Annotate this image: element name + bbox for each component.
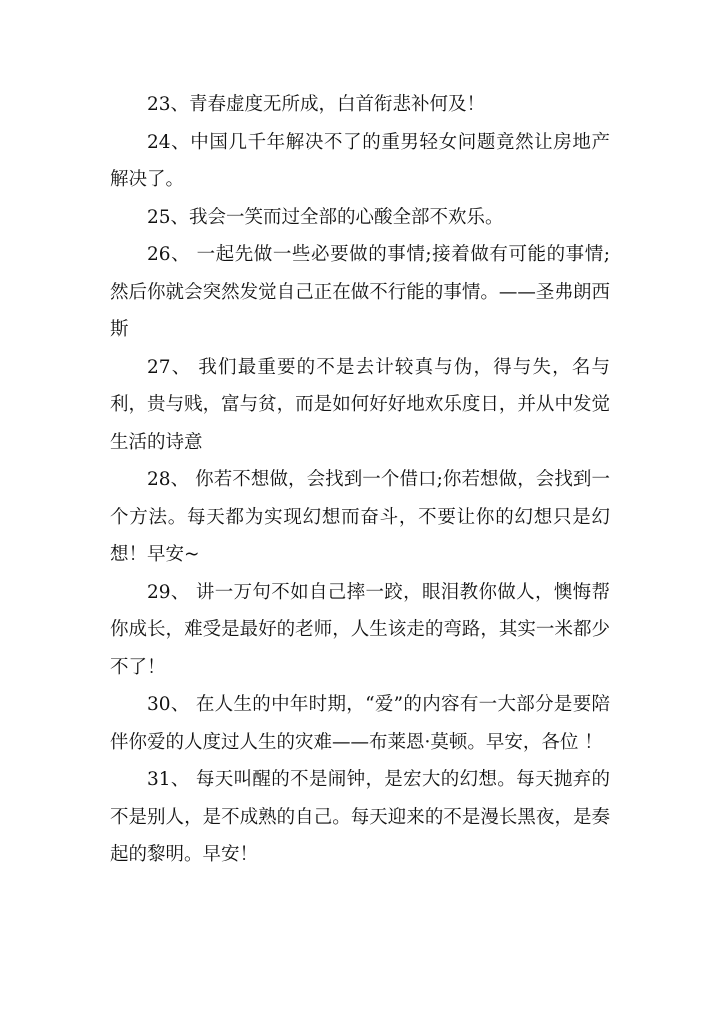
paragraph-30: 30、 在人生的中年时期，“爱”的内容有一大部分是要陪伴你爱的人度过人生的灾难——布莱恩·莫顿。早安，各位 ！: [110, 694, 610, 753]
paragraph-27: 27、 我们最重要的不是去计较真与伪，得与失，名与利，贵与贱，富与贫，而是如何好好地欢乐度日，并从中发觉生活的诗意: [110, 356, 610, 453]
paragraph-26: 26、 一起先做一些必要做的事情;接着做有可能的事情;然后你就会突然发觉自己正在做不行能的事情。——圣弗朗西斯: [110, 244, 610, 340]
paragraph-23: 23、青春虚度无所成，白首衔悲补何及！: [147, 94, 486, 115]
paragraph-25: 25、我会一笑而过全部的心酸全部不欢乐。: [147, 206, 504, 228]
paragraph-31: 31、 每天叫醒的不是闹钟，是宏大的幻想。每天抛弃的不是别人，是不成熟的自己。每天迎来的不是漫长黑夜，是奏起的黎明。早安！: [110, 769, 610, 865]
paragraph-28: 28、 你若不想做，会找到一个借口;你若想做，会找到一个方法。每天都为实现幻想而奋斗，不要让你的幻想只是幻想！早安~: [110, 469, 610, 565]
paragraph-29: 29、 讲一万句不如自己摔一跤，眼泪教你做人，懊悔帮你成长，难受是最好的老师，人生该走的弯路，其实一米都少不了！: [110, 581, 610, 678]
paragraph-24: 24、中国几千年解决不了的重男轻女问题竟然让房地产解决了。: [110, 131, 610, 190]
document-body: [110, 86, 610, 874]
